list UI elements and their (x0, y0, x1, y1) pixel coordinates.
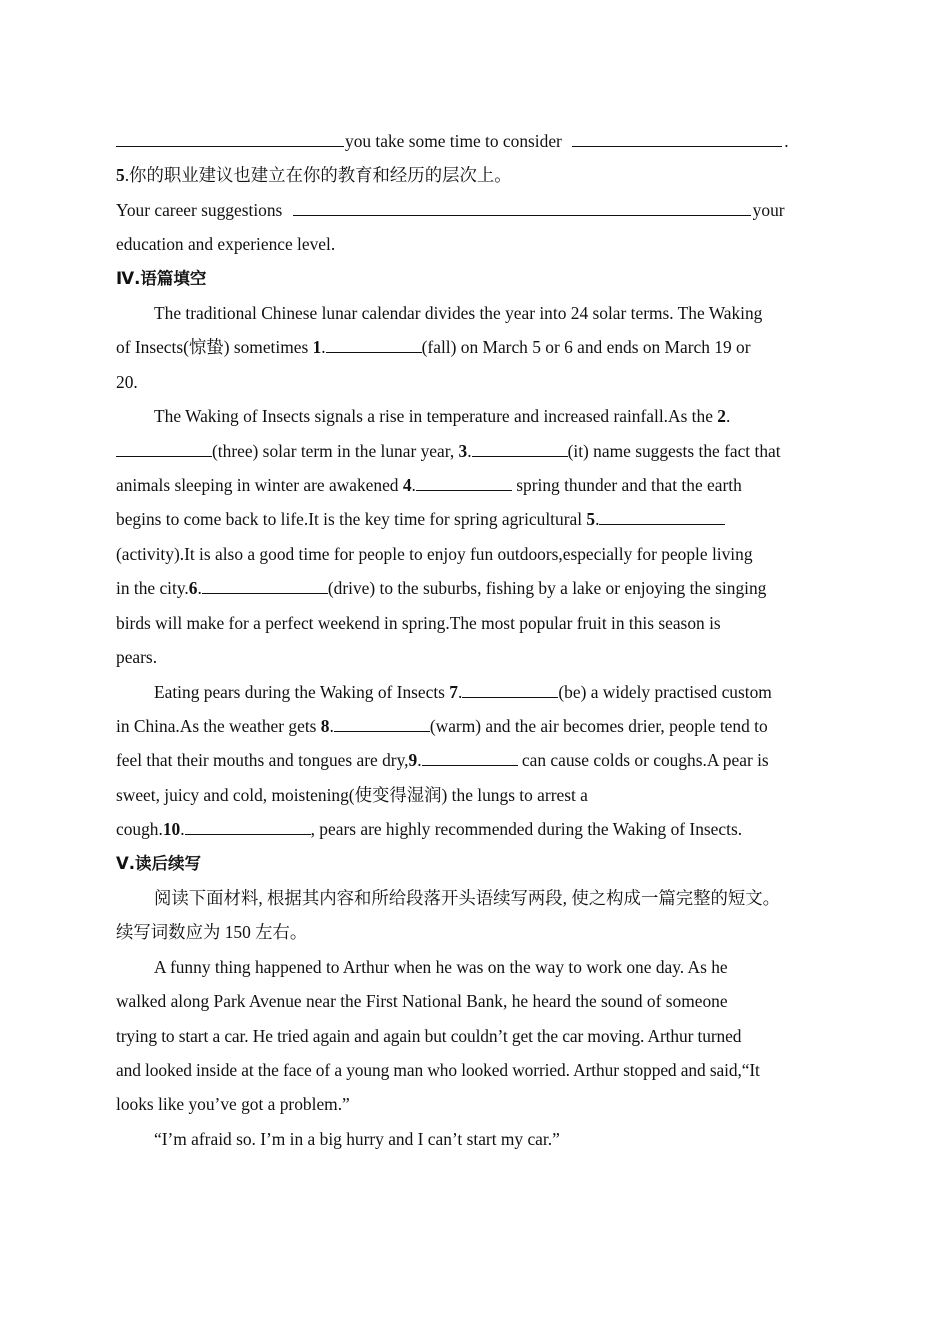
q5-chinese-line (116, 158, 836, 192)
p2-line-4: begins to come back to life.It is the key time for spring agricultural 5. (116, 502, 836, 536)
p2-text: spring thunder and that the earth (511, 475, 742, 496)
blank-number-9: 9 (408, 750, 418, 771)
story-line-4: and looked inside at the face of a young man who looked worried. Arthur stopped and said,“It (116, 1059, 760, 1080)
p3-text: Eating pears during the Waking of Insects (154, 681, 450, 702)
q5-eng-after: your (752, 199, 785, 220)
instructions-line-2: 续写词数应为 150 左右。 (116, 922, 308, 943)
blank-7[interactable] (462, 696, 558, 698)
p2-text: begins to come back to life.It is the key time for spring agricultural (116, 509, 587, 530)
p1-text: of Insects(惊蛰) sometimes (116, 337, 313, 358)
blank-3[interactable] (472, 455, 568, 457)
q5-eng-start: Your career suggestions (116, 199, 287, 220)
p2-text: (drive) to the suburbs, fishing by a lake or enjoying the singing (327, 578, 767, 599)
q5-english-line-2: education and experience level. (116, 234, 336, 255)
blank-number-7: 7 (449, 681, 458, 702)
blank-number-3: 3 (458, 440, 468, 461)
blank-9[interactable] (422, 764, 518, 766)
q4-blank-2[interactable] (572, 145, 782, 147)
p3-text: , pears are highly recommended during the Waking of Insects. (310, 819, 743, 840)
story-line-6: “I’m afraid so. I’m in a big hurry and I can’t start my car.” (154, 1128, 560, 1149)
p3-line-3: feel that their mouths and tongues are dry,9. can cause colds or coughs.A pear is (116, 750, 769, 771)
p2-text: (three) solar term in the lunar year, (212, 440, 459, 461)
blank-10[interactable] (185, 833, 311, 835)
blank-number-8: 8 (320, 715, 330, 736)
p3-text: (be) a widely practised custom (558, 681, 772, 702)
story-line-1: A funny thing happened to Arthur when he was on the way to work one day. As he (154, 956, 728, 977)
p2-line-8: pears. (116, 647, 158, 668)
q4-blank-1[interactable] (116, 145, 344, 147)
p2-line-3: animals sleeping in winter are awakened 4. spring thunder and that the earth (116, 475, 742, 496)
p2-line-2: (three) solar term in the lunar year, 3. (it) name suggests the fact that (116, 434, 836, 468)
blank-5[interactable] (599, 523, 725, 525)
blank-number-5: 5 (586, 509, 596, 530)
section-4-heading: Ⅳ.语篇填空 (116, 268, 207, 288)
section-5-heading: Ⅴ.读后续写 (116, 853, 202, 873)
p2-text: The Waking of Insects signals a rise in temperature and increased rainfall.As the (154, 406, 718, 427)
q4-line (116, 124, 836, 158)
p3-line-1: Eating pears during the Waking of Insects 7. (be) a widely practised custom (154, 681, 772, 702)
p1-line-2: of Insects(惊蛰) sometimes 1. (fall) on March 5 or 6 and ends on March 19 or (116, 337, 751, 358)
blank-8[interactable] (334, 730, 430, 732)
p3-text: in China.As the weather gets (116, 715, 321, 736)
p1-text: (fall) on March 5 or 6 and ends on March 19 or (421, 337, 751, 358)
p2-text: animals sleeping in winter are awakened (116, 475, 403, 496)
blank-number-4: 4 (402, 475, 412, 496)
q4-end-text: . (784, 131, 789, 151)
p2-line-7: birds will make for a perfect weekend in spring.The most popular fruit in this season is (116, 612, 721, 633)
p3-text: feel that their mouths and tongues are dry, (116, 750, 409, 771)
blank-6[interactable] (202, 592, 328, 594)
blank-number-1: 1 (312, 337, 322, 358)
story-line-2: walked along Park Avenue near the First National Bank, he heard the sound of someone (116, 991, 728, 1012)
blank-number-6: 6 (188, 578, 198, 599)
p3-text: can cause colds or coughs.A pear is (517, 750, 769, 771)
q4-mid-text: you take some time to consider (345, 131, 567, 151)
p3-line-4: sweet, juicy and cold, moistening(使变得湿润) the lungs to arrest a (116, 784, 588, 805)
q5-chinese: .你的职业建议也建立在你的教育和经历的层次上。 (124, 165, 512, 186)
q5-english-line (116, 193, 836, 227)
blank-1[interactable] (326, 351, 422, 353)
q5-number: 5 (116, 165, 125, 186)
p1-line-1: The traditional Chinese lunar calendar divides the year into 24 solar terms. The Waking (154, 303, 763, 324)
p1-line-3: 20. (116, 371, 138, 392)
story-line-5: looks like you’ve got a problem.” (116, 1094, 350, 1115)
q5-blank[interactable] (293, 214, 751, 216)
p3-line-5: cough.10. , pears are highly recommended during the Waking of Insects. (116, 819, 743, 840)
p3-line-2: in China.As the weather gets 8. (warm) and the air becomes drier, people tend to (116, 715, 768, 736)
blank-4[interactable] (416, 489, 512, 491)
p2-line-6: in the city.6. (drive) to the suburbs, fishing by a lake or enjoying the singing (116, 578, 767, 599)
p2-line-1: The Waking of Insects signals a rise in temperature and increased rainfall.As the 2. (154, 406, 731, 427)
p2-line-5: (activity).It is also a good time for people to enjoy fun outdoors,especially for people living (116, 543, 753, 564)
story-line-3: trying to start a car. He tried again and again but couldn’t get the car moving. Arthur turned (116, 1025, 742, 1046)
blank-number-10: 10 (162, 819, 181, 840)
p2-text: (it) name suggests the fact that (567, 440, 781, 461)
instructions-line-1: 阅读下面材料, 根据其内容和所给段落开头语续写两段, 使之构成一篇完整的短文。 (154, 887, 781, 908)
blank-2[interactable] (116, 455, 212, 457)
blank-number-2: 2 (717, 406, 726, 427)
document-content (116, 124, 836, 1156)
p2-text: in the city. (116, 578, 189, 599)
p3-text: cough. (116, 819, 163, 840)
p3-text: (warm) and the air becomes drier, people tend to (429, 715, 768, 736)
